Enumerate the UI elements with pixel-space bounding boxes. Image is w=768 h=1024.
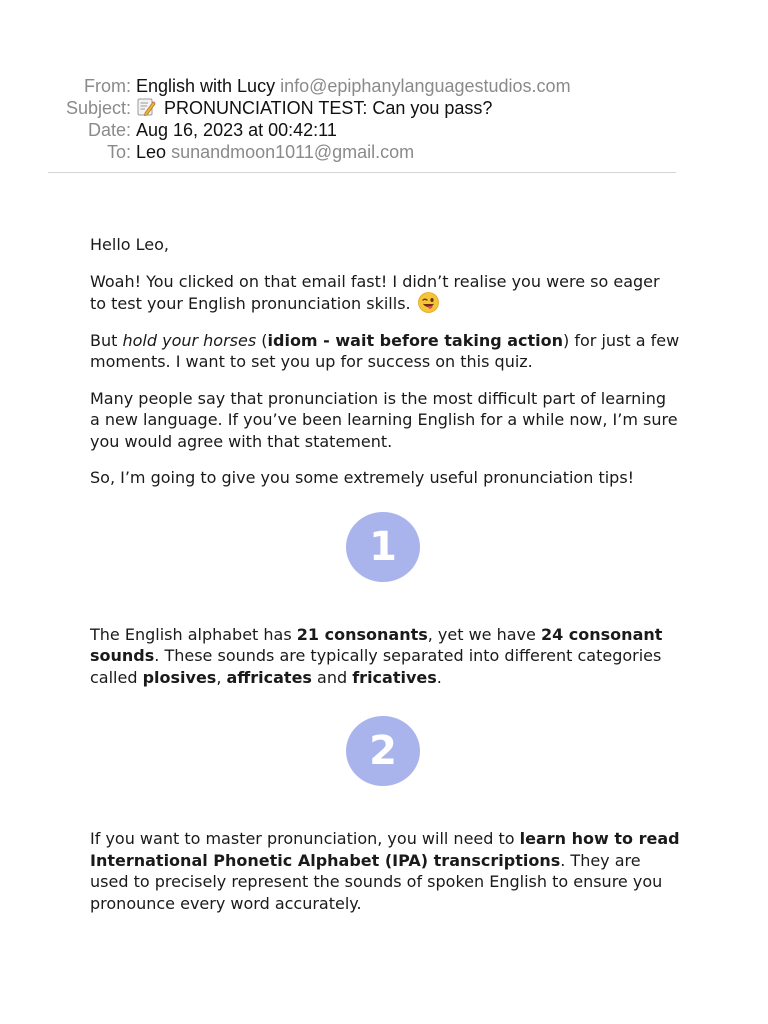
- hold-horses-paragraph: But hold your horses (idiom - wait before taking action) for just a few moments. I want to set you up for success on this quiz.: [90, 330, 680, 371]
- tip-1-number-badge: 1: [346, 512, 420, 582]
- subject-row: [0, 97, 768, 119]
- to-label: To:: [106, 142, 131, 162]
- tip-1-badge-row: [90, 512, 680, 582]
- sender-name[interactable]: English with Lucy: [136, 76, 276, 96]
- from-label: From:: [84, 76, 131, 96]
- tip-2-badge-row: [90, 716, 680, 786]
- tip-2-number-badge: 2: [346, 716, 420, 786]
- to-row: [0, 141, 768, 163]
- email-header: [0, 75, 768, 163]
- idiom-phrase: hold your horses: [122, 330, 257, 350]
- sender-email[interactable]: info@epiphanylanguagestudios.com: [280, 76, 571, 96]
- tips-intro-paragraph: So, I’m going to give you some extremely useful pronunciation tips!: [90, 468, 635, 487]
- email-body: [90, 234, 680, 929]
- recipient-email[interactable]: sunandmoon1011@gmail.com: [171, 142, 415, 162]
- from-row: [0, 75, 768, 97]
- date-value: Aug 16, 2023 at 00:42:11: [136, 120, 337, 140]
- idiom-tag: idiom: [267, 330, 318, 350]
- recipient-name[interactable]: Leo: [136, 142, 167, 162]
- greeting: Hello Leo,: [90, 235, 169, 254]
- winking-face-with-tongue-icon: [418, 292, 439, 313]
- intro-paragraph: Woah! You clicked on that email fast! I didn’t realise you were so eager to test your English pronunciation skills.: [90, 271, 660, 313]
- tip-2-paragraph: If you want to master pronunciation, you will need to learn how to read International Phonetic Alphabet (IPA) transcriptions. They are used to precisely represent the sounds of spoken English to ensure you pronounce every word accurately.: [90, 829, 680, 913]
- subject-text: PRONUNCIATION TEST: Can you pass?: [164, 98, 493, 118]
- memo-icon: [136, 97, 156, 117]
- difficulty-paragraph: Many people say that pronunciation is the most difficult part of learning a new language. If you’ve been learning English for a while now, I’m sure you would agree with that statement.: [90, 388, 678, 451]
- tip-1-paragraph: The English alphabet has 21 consonants, yet we have 24 consonant sounds. These sounds are typically separated into different categories called plosives, affricates and fricatives.: [90, 624, 663, 687]
- date-label: Date:: [87, 120, 131, 140]
- header-divider: [48, 172, 676, 173]
- idiom-meaning: wait before taking action: [335, 330, 564, 350]
- date-row: [0, 119, 768, 141]
- subject-label: Subject:: [65, 98, 131, 118]
